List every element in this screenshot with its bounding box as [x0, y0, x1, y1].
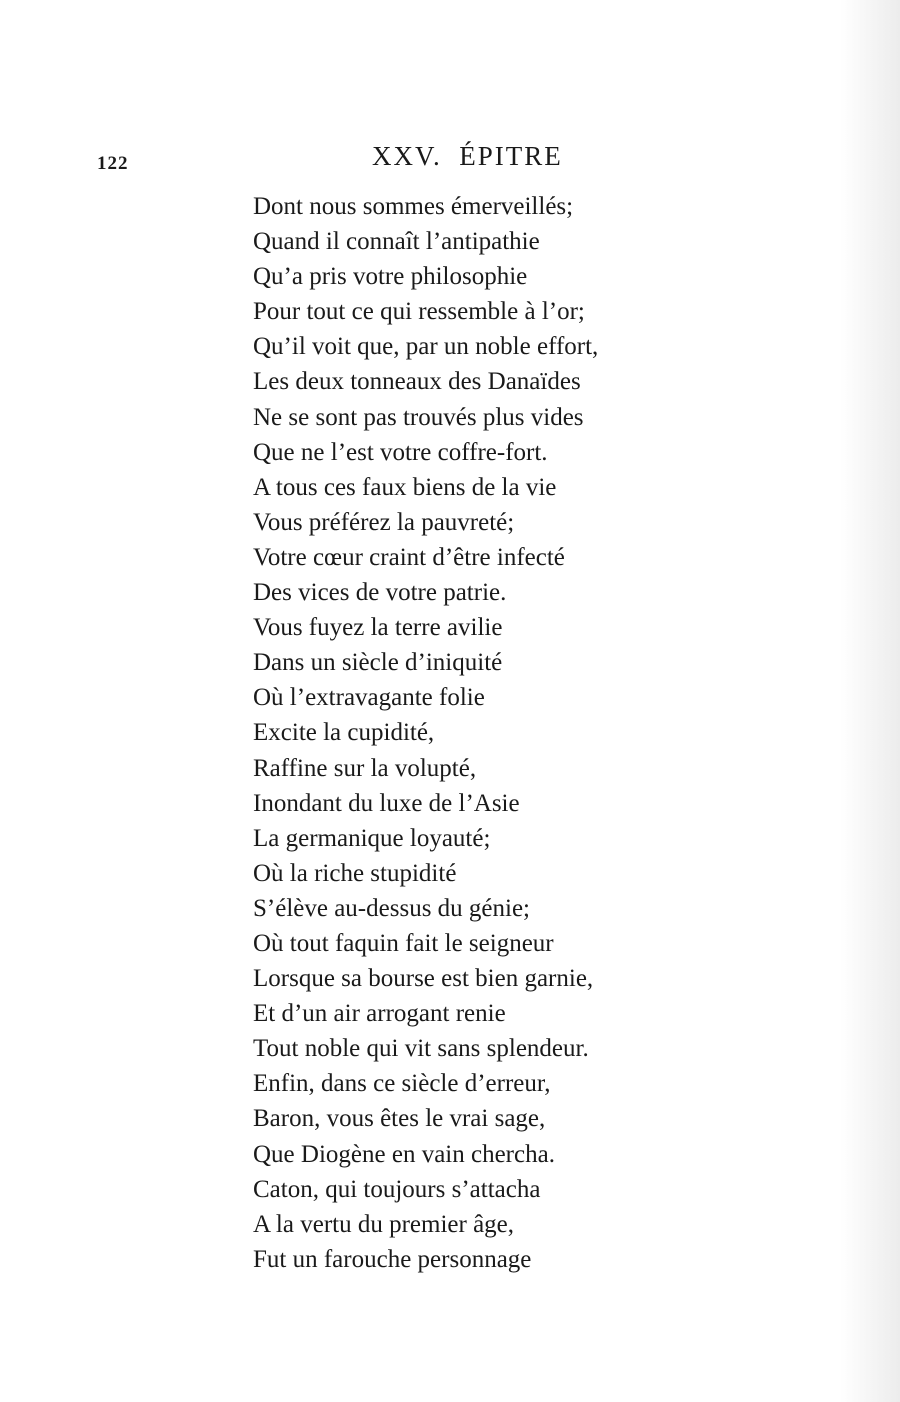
verse-line: Excite la cupidité, — [253, 719, 435, 747]
verse-line: Des vices de votre patrie. — [253, 579, 507, 607]
verse-line: Fut un farouche personnage — [253, 1245, 532, 1273]
verse-line: S’élève au-dessus du génie; — [253, 894, 531, 922]
verse-line: A tous ces faux biens de la vie — [253, 473, 557, 501]
verse-line: Vous préférez la pauvreté; — [253, 508, 515, 536]
verse-line: Les deux tonneaux des Danaïdes — [253, 368, 581, 396]
verse-line: Caton, qui toujours s’attacha — [253, 1175, 541, 1203]
page-number: 122 — [97, 153, 129, 174]
verse-line: Et d’un air arrogant renie — [253, 1000, 506, 1028]
verse-line: Vous fuyez la terre avilie — [253, 614, 503, 642]
verse-line: Lorsque sa bourse est bien garnie, — [253, 965, 594, 993]
verse-line: Baron, vous êtes le vrai sage, — [253, 1105, 546, 1133]
verse-line: Dans un siècle d’iniquité — [253, 649, 503, 677]
verse-line: A la vertu du premier âge, — [253, 1210, 515, 1238]
verse-line: Inondant du luxe de l’Asie — [253, 789, 520, 817]
verse-line: Que Diogène en vain chercha. — [253, 1140, 555, 1168]
poem-verse — [253, 189, 598, 1277]
verse-line: Que ne l’est votre coffre-fort. — [253, 438, 548, 466]
page-edge-shadow — [840, 0, 900, 1402]
verse-line: Votre cœur craint d’être infecté — [253, 543, 565, 571]
verse-line: Pour tout ce qui ressemble à l’or; — [253, 298, 585, 326]
verse-line: Quand il connaît l’antipathie — [253, 228, 540, 256]
verse-line: Qu’il voit que, par un noble effort, — [253, 333, 599, 361]
verse-line: Où l’extravagante folie — [253, 684, 485, 712]
verse-line: Qu’a pris votre philosophie — [253, 263, 528, 291]
verse-line: La germanique loyauté; — [253, 824, 491, 852]
verse-line: Ne se sont pas trouvés plus vides — [253, 403, 584, 431]
verse-line: Où tout faquin fait le seigneur — [253, 929, 554, 957]
verse-line: Raffine sur la volupté, — [253, 754, 477, 782]
verse-line: Dont nous sommes émerveillés; — [253, 193, 574, 220]
verse-line: Enfin, dans ce siècle d’erreur, — [253, 1070, 551, 1098]
verse-line: Tout noble qui vit sans splendeur. — [253, 1035, 589, 1063]
running-head: XXV. ÉPITRE — [372, 141, 563, 171]
verse-line: Où la riche stupidité — [253, 859, 457, 887]
